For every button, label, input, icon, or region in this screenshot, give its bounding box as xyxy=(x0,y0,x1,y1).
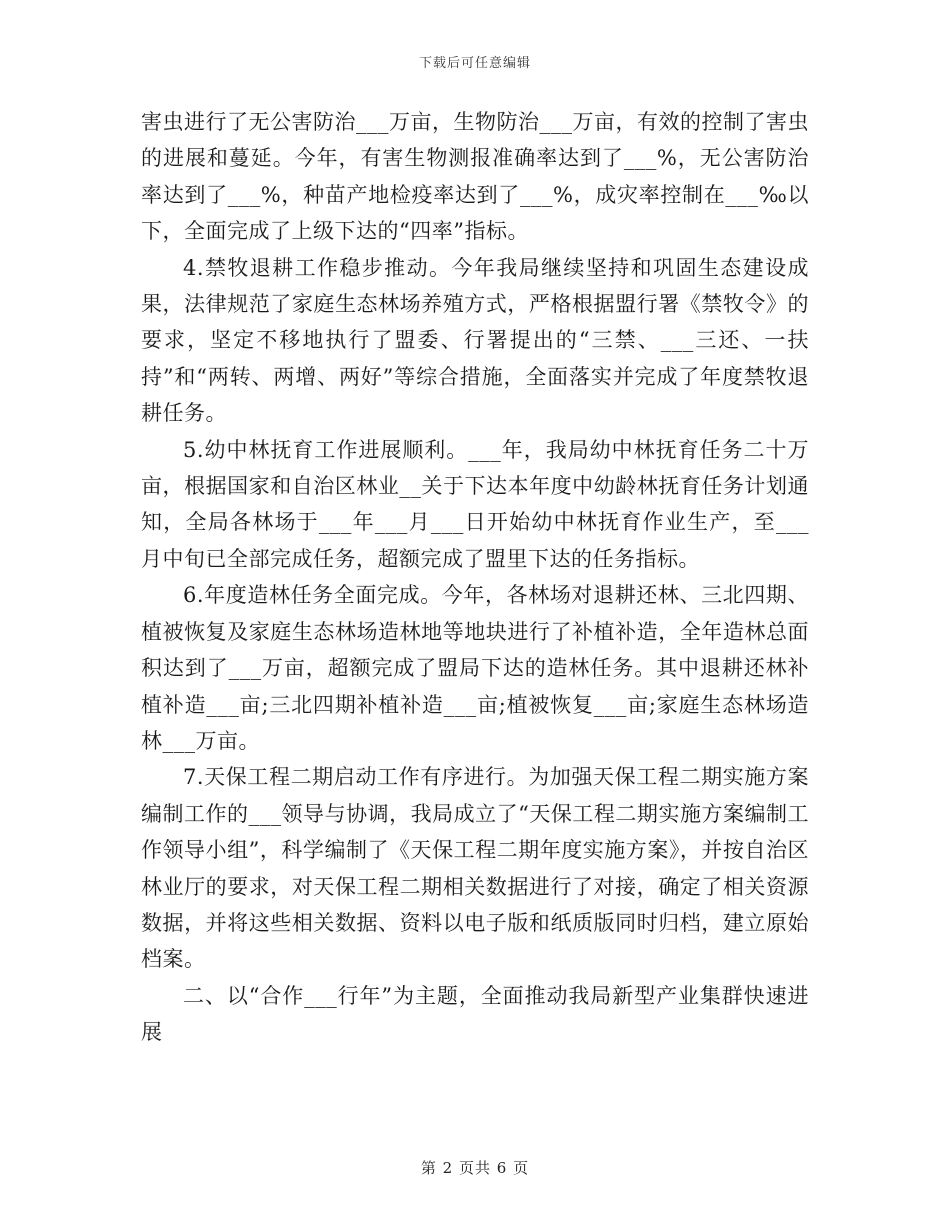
paragraph-natural-forest-protection: 7.天保工程二期启动工作有序进行。为加强天保工程二期实施方案编制工作的___领导与协调，我局成立了“天保工程二期实施方案编制工作领导小组”，科学编制了《天保工程二期年度实施方案》，并按自治区林业厅的要求，对天保工程二期相关数据进行了对接，确定了相关资源数据，并将这些相关数据、资料以电子版和纸质版同时归档，建立原始档案。 xyxy=(141,765,809,972)
document-body xyxy=(141,104,809,1051)
paragraph-pest-control: 害虫进行了无公害防治___万亩，生物防治___万亩，有效的控制了害虫的进展和蔓延。今年，有害生物测报准确率达到了___%，无公害防治率达到了___%，种苗产地检疫率达到了___%，成灾率控制在___‰以下，全面完成了上级下达的“四率”指标。 xyxy=(141,110,809,244)
page-number: 第 2 页共 6 页 xyxy=(420,1159,530,1177)
paragraph-grazing-ban: 4.禁牧退耕工作稳步推动。今年我局继续坚持和巩固生态建设成果，法律规范了家庭生态林场养殖方式，严格根据盟行署《禁牧令》的要求，坚定不移地执行了盟委、行署提出的“三禁、___三还、一扶持”和“两转、两增、两好”等综合措施，全面落实并完成了年度禁牧退耕任务。 xyxy=(141,255,809,426)
paragraph-forest-tending: 5.幼中林抚育工作进展顺利。___年，我局幼中林抚育任务二十万亩，根据国家和自治区林业__关于下达本年度中幼龄林抚育任务计划通知，全局各林场于___年___月___日开始幼中林抚育作业生产，至___月中旬已全部完成任务，超额完成了盟里下达的任务指标。 xyxy=(141,437,809,571)
page-header: 下载后可任意编辑 xyxy=(418,56,531,71)
section-heading-two: 二、以“合作___行年”为主题，全面推动我局新型产业集群快速进展 xyxy=(141,983,809,1045)
paragraph-afforestation: 6.年度造林任务全面完成。今年，各林场对退耕还林、三北四期、植被恢复及家庭生态林场造林地等地块进行了补植补造，全年造林总面积达到了___万亩，超额完成了盟局下达的造林任务。其中退耕还林补植补造___亩;三北四期补植补造___亩;植被恢复___亩;家庭生态林场造林___万亩。 xyxy=(141,583,809,753)
